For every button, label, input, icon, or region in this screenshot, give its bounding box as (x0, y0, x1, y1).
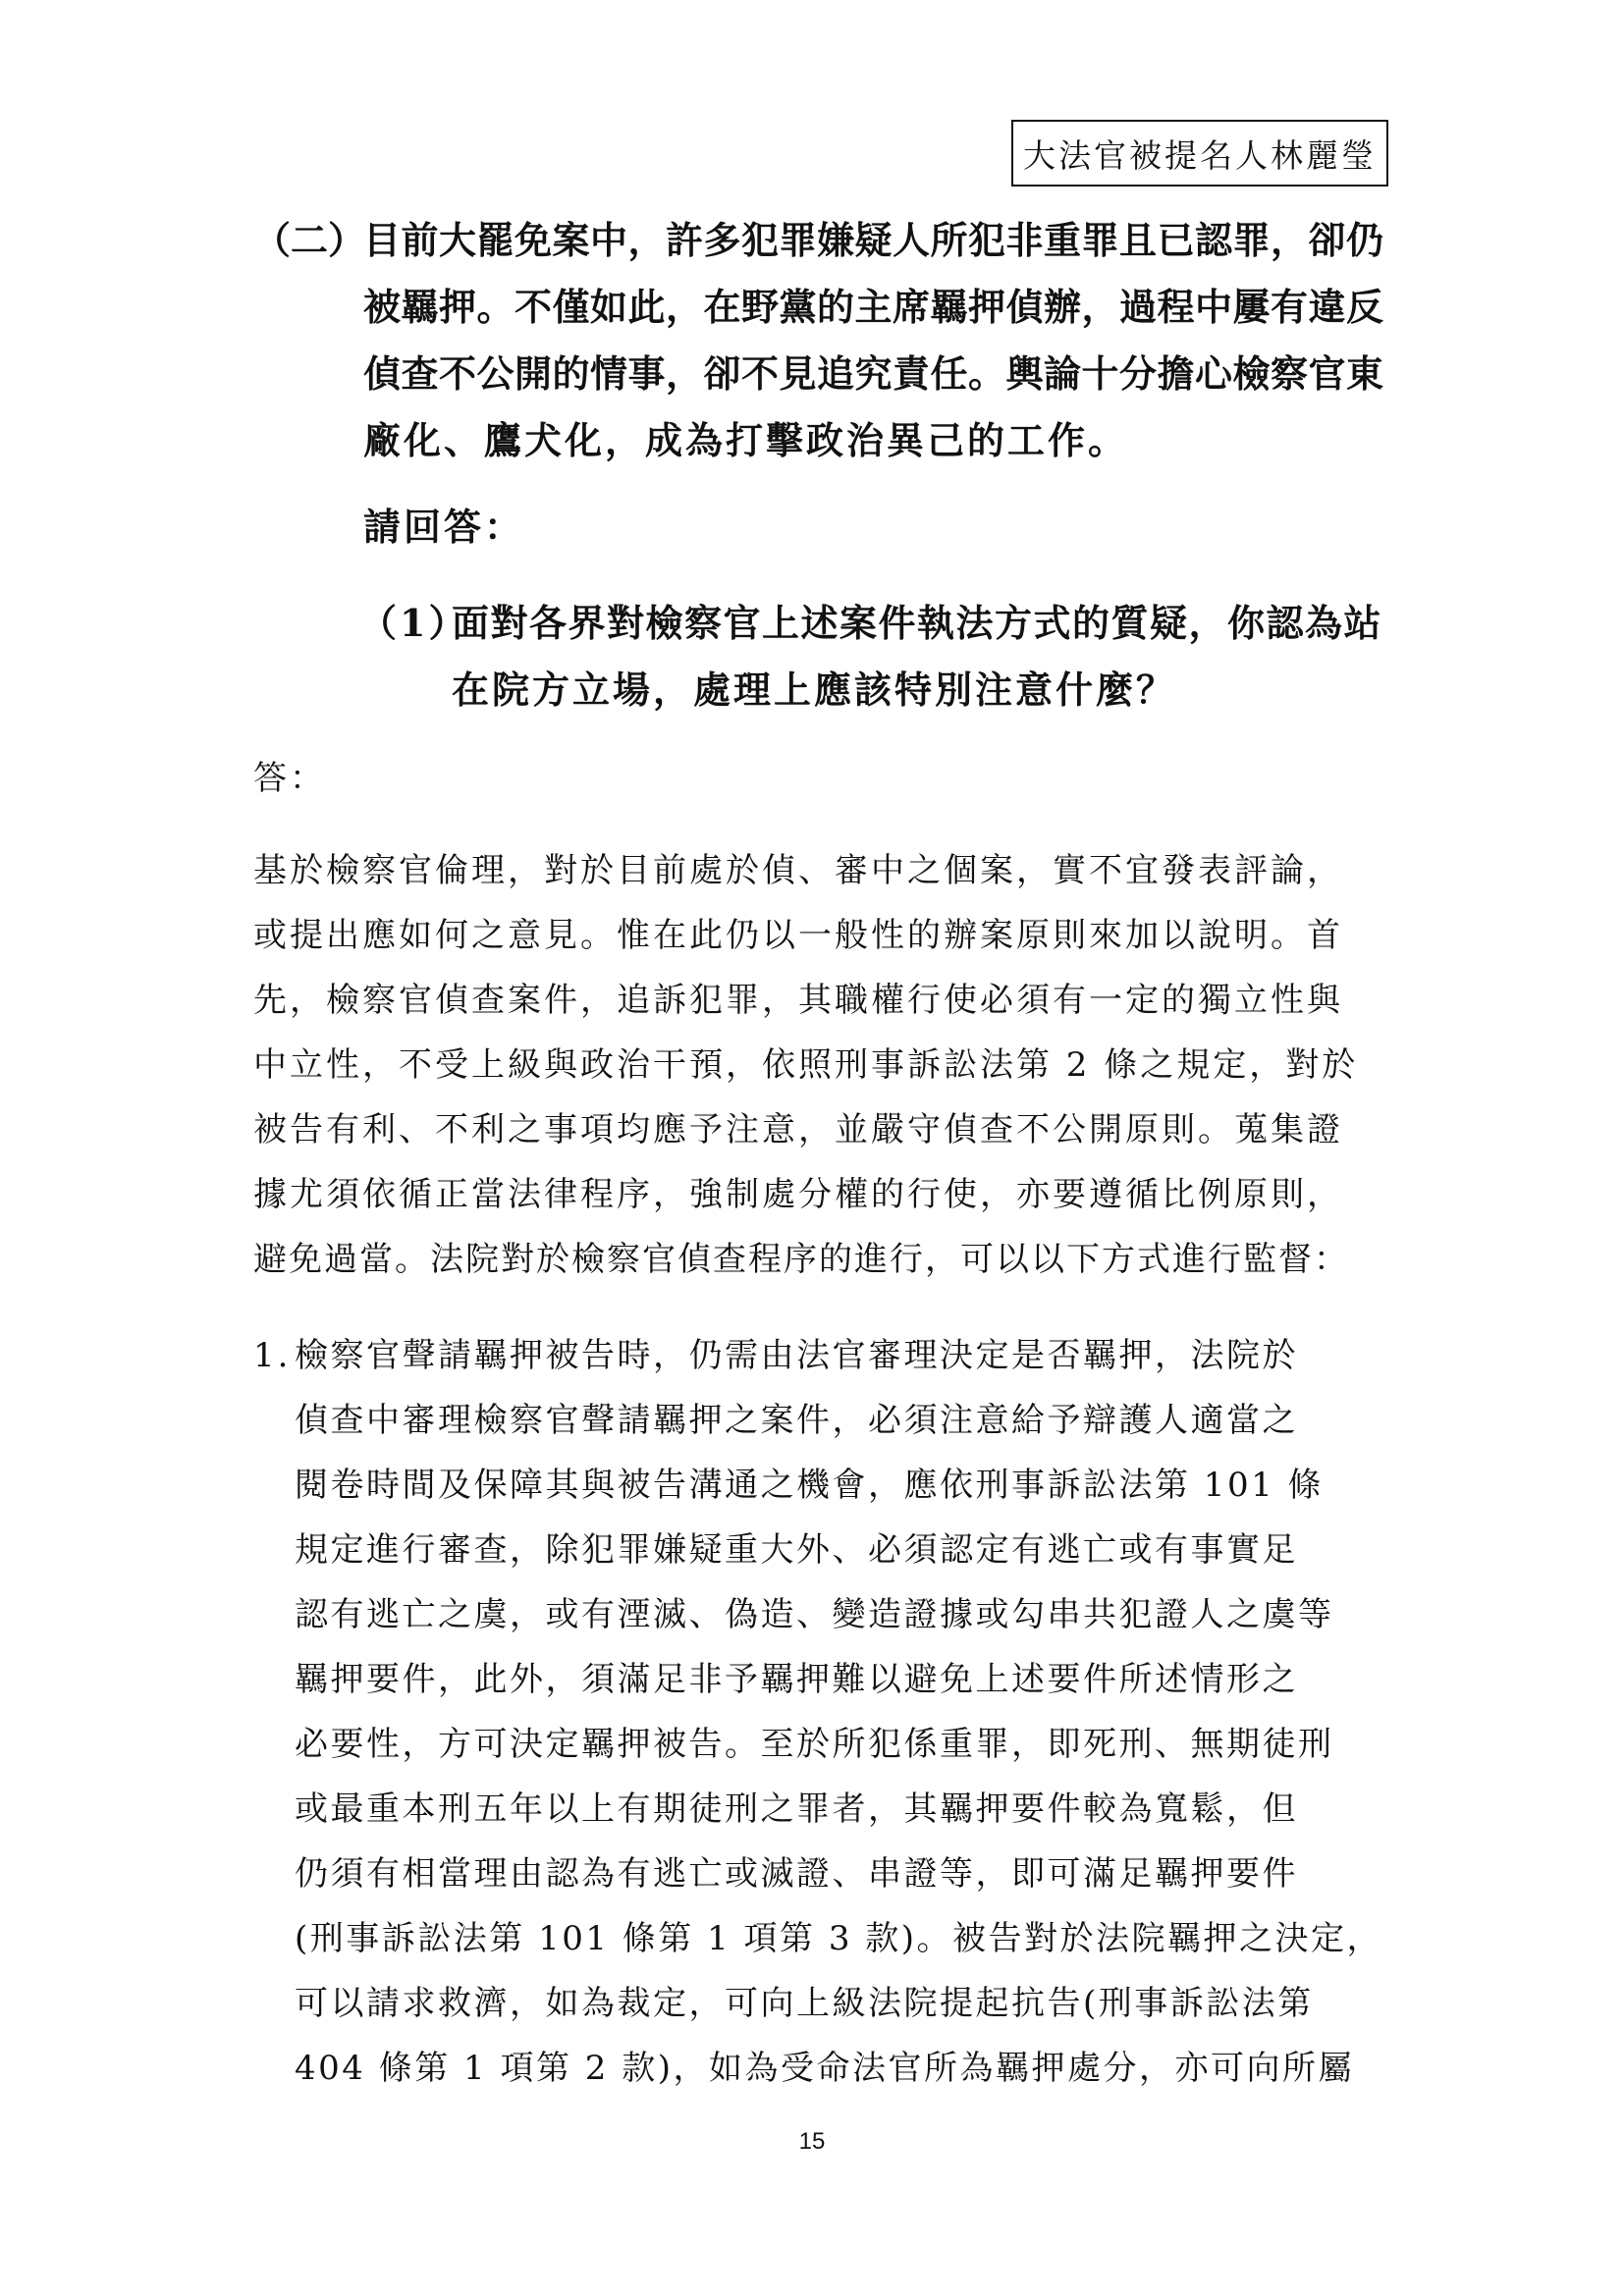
item-line: 可以請求救濟，如為裁定，可向上級法院提起抗告(刑事訴訟法第 (295, 1984, 1314, 2023)
item-line: 閱卷時間及保障其與被告溝通之機會，應依刑事訴訟法第 101 條 (295, 1466, 1325, 1505)
item-line: 偵查中審理檢察官聲請羈押之案件，必須注意給予辯護人適當之 (295, 1401, 1298, 1440)
answer-paragraph-line: 被告有利、不利之事項均應予注意，並嚴守偵查不公開原則。蒐集證 (253, 1110, 1343, 1149)
item-line: 404 條第 1 項第 2 款)，如為受命法官所為羈押處分，亦可向所屬 (295, 2049, 1354, 2088)
answer-paragraph-line: 中立性，不受上級與政治干預，依照刑事訴訟法第 2 條之規定，對於 (253, 1045, 1359, 1085)
sub-question-label: （1） (359, 601, 469, 645)
question-line: 目前大罷免案中，許多犯罪嫌疑人所犯非重罪且已認罪，卻仍 (363, 218, 1384, 262)
question-prompt: 請回答： (363, 505, 525, 549)
item-line: 認有逃亡之虞，或有湮滅、偽造、變造證據或勾串共犯證人之虞等 (295, 1595, 1334, 1634)
answer-paragraph-line: 避免過當。法院對於檢察官偵查程序的進行，可以以下方式進行監督： (253, 1240, 1349, 1279)
item-line: 或最重本刑五年以上有期徒刑之罪者，其羈押要件較為寬鬆，但 (295, 1789, 1298, 1829)
question-label: （二） (253, 218, 366, 262)
answer-paragraph-line: 據尤須依循正當法律程序，強制處分權的行使，亦要遵循比例原則， (253, 1175, 1343, 1214)
nominee-label: 大法官被提名人林麗瑩 (1023, 135, 1377, 175)
page-number: 15 (798, 2128, 826, 2155)
sub-question-line: 在院方立場，處理上應該特別注意什麼？ (452, 667, 1177, 712)
sub-question-line: 面對各界對檢察官上述案件執法方式的質疑，你認為站 (452, 601, 1383, 645)
item-line: 必要性，方可決定羈押被告。至於所犯係重罪，即死刑、無期徒刑 (295, 1725, 1334, 1764)
item-number: 1. (253, 1336, 292, 1375)
item-line: 羈押要件，此外，須滿足非予羈押難以避免上述要件所述情形之 (295, 1660, 1298, 1699)
item-line: 仍須有相當理由認為有逃亡或滅證、串證等，即可滿足羈押要件 (295, 1854, 1298, 1894)
item-line: (刑事訴訟法第 101 條第 1 項第 3 款)。被告對於法院羈押之決定， (295, 1919, 1383, 1958)
answer-paragraph-line: 或提出應如何之意見。惟在此仍以一般性的辦案原則來加以說明。首 (253, 916, 1343, 955)
answer-paragraph-line: 先，檢察官偵查案件，追訴犯罪，其職權行使必須有一定的獨立性與 (253, 981, 1343, 1020)
item-line: 規定進行審查，除犯罪嫌疑重大外、必須認定有逃亡或有事實足 (295, 1530, 1298, 1570)
question-line: 廠化、鷹犬化，成為打擊政治異己的工作。 (363, 418, 1129, 462)
item-line: 檢察官聲請羈押被告時，仍需由法官審理決定是否羈押，法院於 (295, 1336, 1298, 1375)
question-line: 被羈押。不僅如此，在野黨的主席羈押偵辦，過程中屢有違反 (363, 285, 1384, 329)
question-line: 偵查不公開的情事，卻不見追究責任。輿論十分擔心檢察官東 (363, 351, 1384, 396)
answer-label: 答： (253, 759, 326, 798)
answer-paragraph-line: 基於檢察官倫理，對於目前處於偵、審中之個案，實不宜發表評論， (253, 851, 1343, 890)
nominee-header-box (1011, 120, 1388, 187)
